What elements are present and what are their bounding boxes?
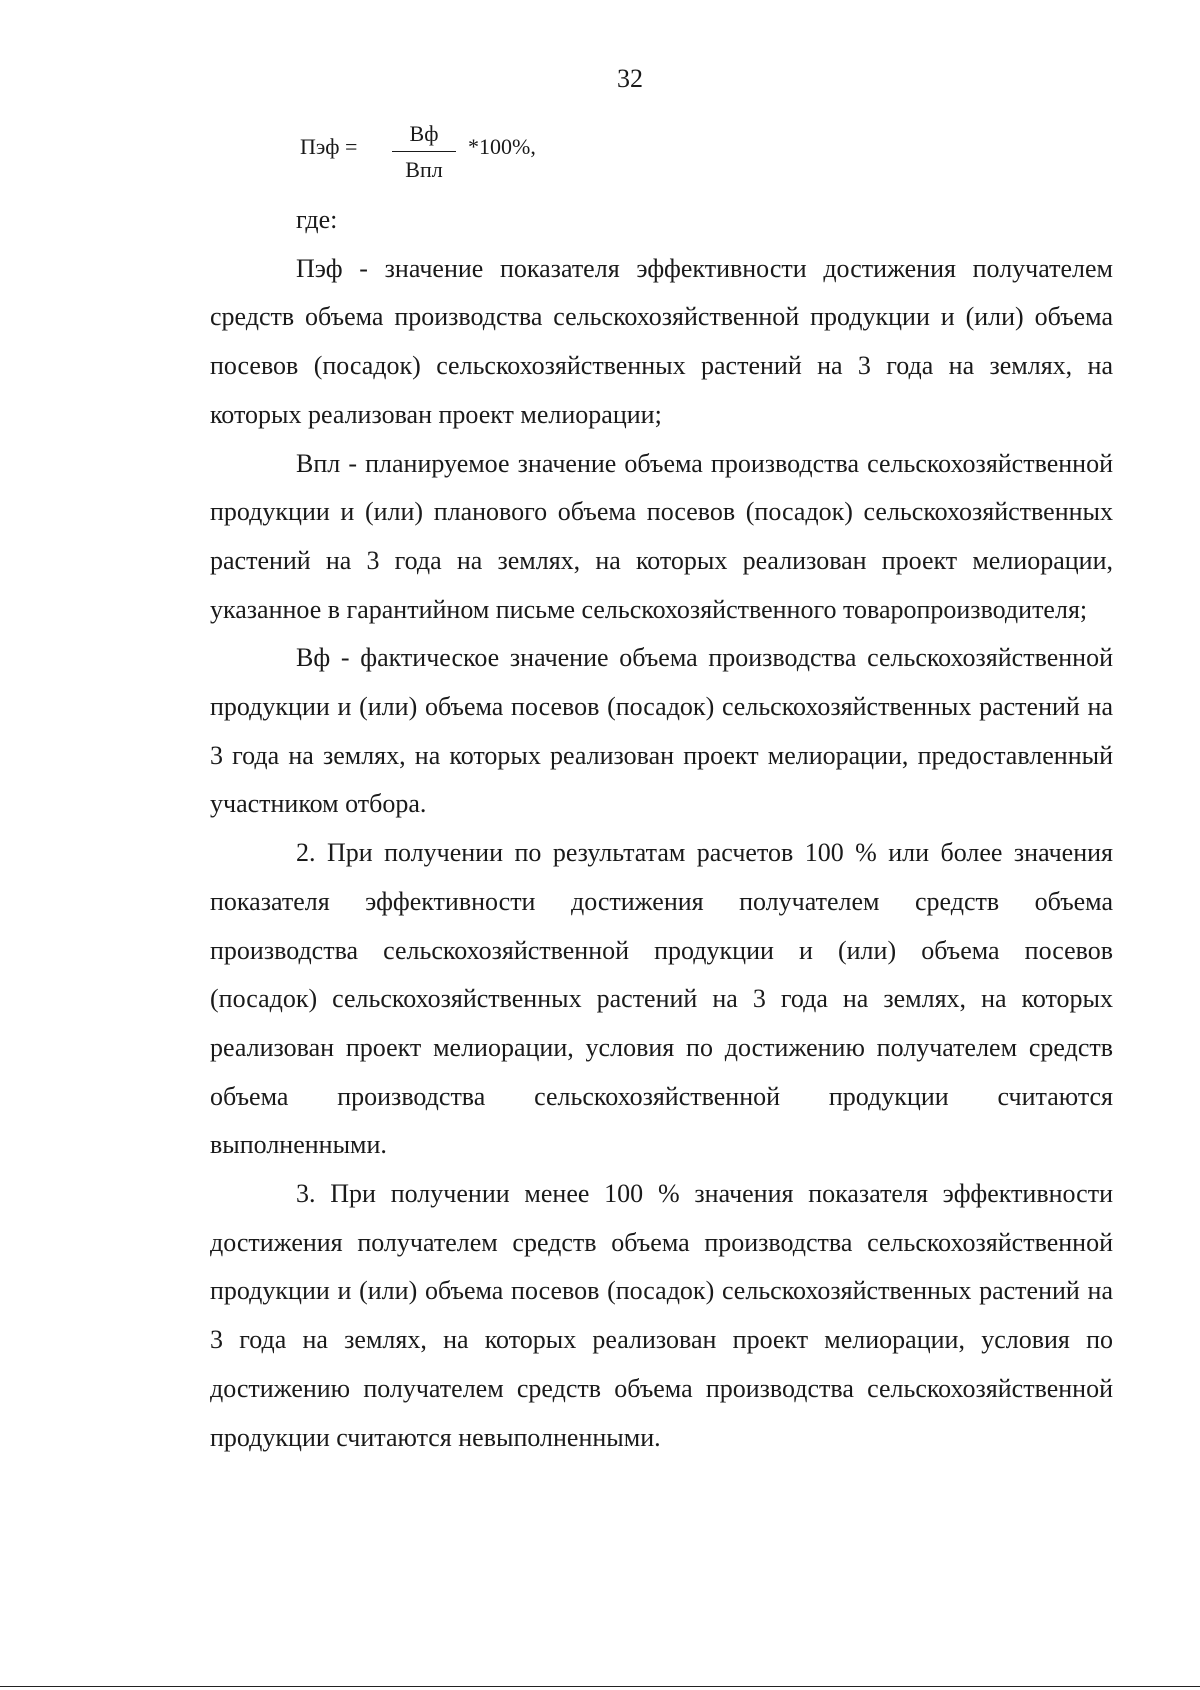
definition-peff: Пэф - значение показателя эффективности достижения получателем средств объема производства сельскохозяйственной продукции и (или) объема посевов (посадок) сельскохозяйственных растений на 3 года на землях, на которых реализован проект мелиорации; — [210, 253, 1113, 429]
definition-vf: Вф - фактическое значение объема производства сельскохозяйственной продукции и (или) объема посевов (посадок) сельскохозяйственных растений на 3 года на землях, на которых реализован проект мелиорации, предоставленный участником отбора. — [210, 643, 1113, 819]
where-label: где: — [296, 205, 338, 234]
paragraph-3: 3. При получении менее 100 % значения показателя эффективности достижения получателем средств объема производства сельскохозяйственной продукции и (или) объема посевов (посадок) сельскохозяйственных растений на 3 года на землях, на которых реализован проект мелиорации, условия по достижению получателем средств объема производства сельскохозяйственной продукции считаются невыполненными. — [210, 1179, 1113, 1452]
formula-denominator: Впл — [405, 157, 443, 182]
page-bottom-rule — [0, 1686, 1200, 1687]
formula-lhs: Пэф = — [300, 134, 358, 159]
definition-vpl: Впл - планируемое значение объема производства сельскохозяйственной продукции и (или) планового объема посевов (посадок) сельскохозяйственных растений на 3 года на землях, на которых реализован проект мелиорации, указанное в гарантийном письме сельскохозяйственного товаропроизводителя; — [210, 448, 1113, 624]
page-number: 32 — [617, 64, 643, 93]
formula-fraction — [392, 120, 456, 184]
formula-numerator: Вф — [409, 121, 439, 146]
paragraph-2: 2. При получении по результатам расчетов 100 % или более значения показателя эффективности достижения получателем средств объема производства сельскохозяйственной продукции и (или) объема посевов (посадок) сельскохозяйственных растений на 3 года на землях, на которых реализован проект мелиорации, условия по достижению получателем средств объема производства сельскохозяйственной продукции считаются выполненными. — [210, 838, 1113, 1160]
document-body — [210, 196, 1113, 1462]
fraction-bar — [392, 151, 456, 152]
formula-rhs: *100%, — [468, 134, 536, 159]
